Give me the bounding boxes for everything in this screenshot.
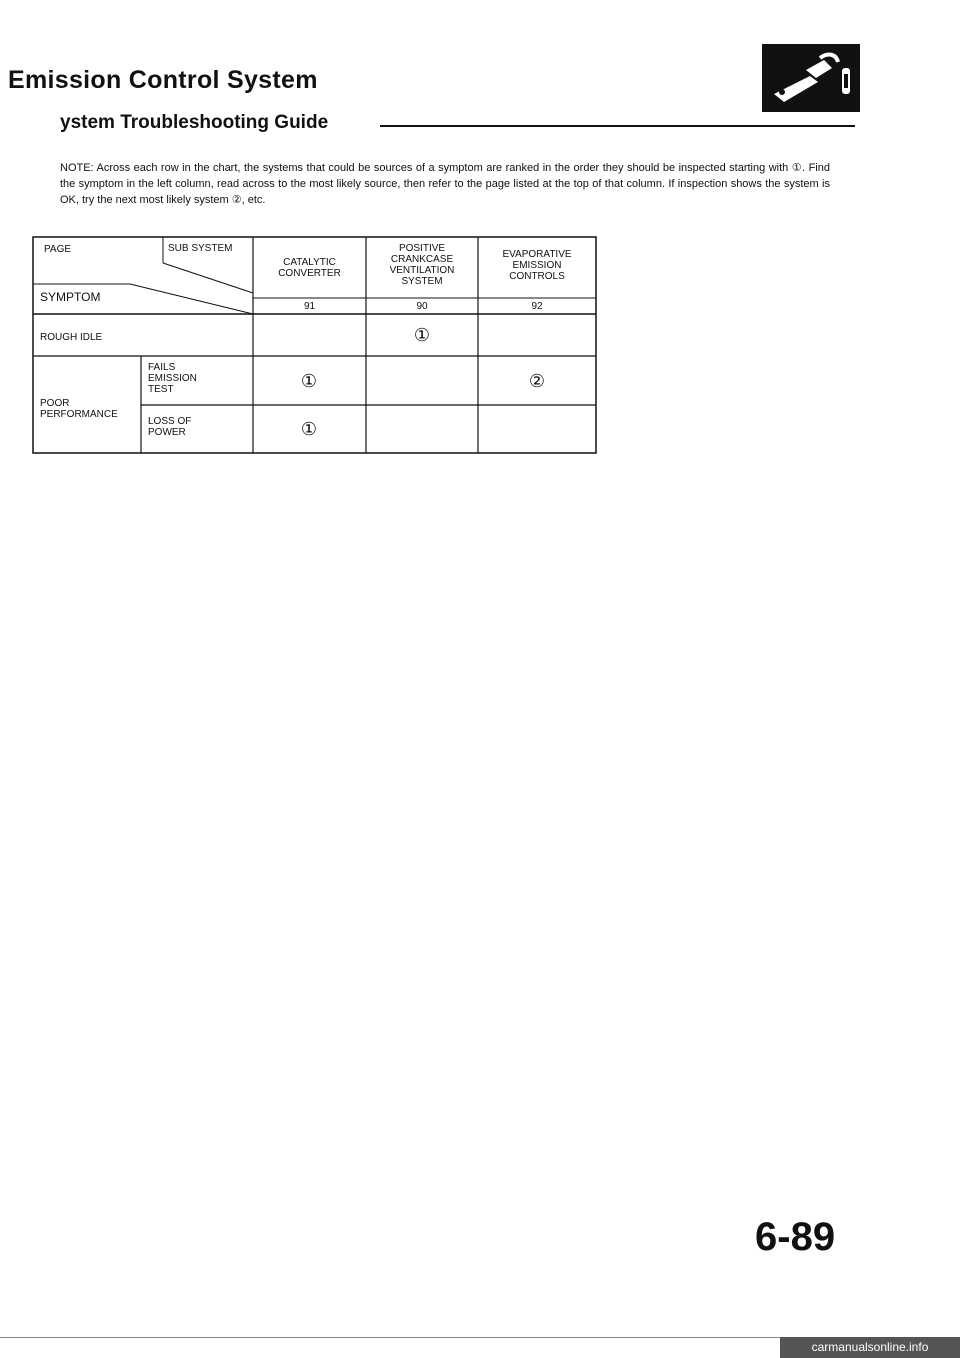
page-number: 6-89 [755,1215,836,1259]
section-title: ystem Troubleshooting Guide [60,112,329,133]
symptom-poor-performance: POOR PERFORMANCE [40,398,118,420]
footer-watermark: carmanualsonline.info [780,1337,960,1358]
rank-loss-of-power-catalytic: ① [300,419,318,439]
rank-fails-emission-catalytic: ① [300,371,318,391]
column-header-catalytic-converter: CATALYTIC CONVERTER [278,257,341,279]
sub-symptom-loss-of-power: LOSS OF POWER [148,416,192,438]
note-text: NOTE: Across each row in the chart, the systems that could be sources of a symptom are ranked in the order they should be inspected starting with ①. Find the symptom in the left column, read across to the most likely source, then refer to the page listed at the top of that column. If inspection shows the system is OK, try the next most likely system ②, etc. [60,162,830,206]
column-page-91: 91 [303,301,316,312]
column-page-92: 92 [531,301,543,312]
page-title: Emission Control System [8,66,318,94]
column-page-90: 90 [416,301,428,312]
column-header-pcv-system: POSITIVE CRANKCASE VENTILATION SYSTEM [389,243,455,287]
rank-fails-emission-evaporative: ② [528,371,546,391]
rank-rough-idle-pcv: ① [413,325,431,345]
corner-symptom-label: SYMPTOM [40,290,101,304]
sub-symptom-fails-emission-test: FAILS EMISSION TEST [148,362,197,395]
corner-page-label: PAGE [44,244,72,255]
corner-sub-system-label: SUB SYSTEM [168,243,233,254]
symptom-rough-idle: ROUGH IDLE [40,332,103,343]
column-header-evaporative-emission: EVAPORATIVE EMISSION CONTROLS [502,249,572,282]
